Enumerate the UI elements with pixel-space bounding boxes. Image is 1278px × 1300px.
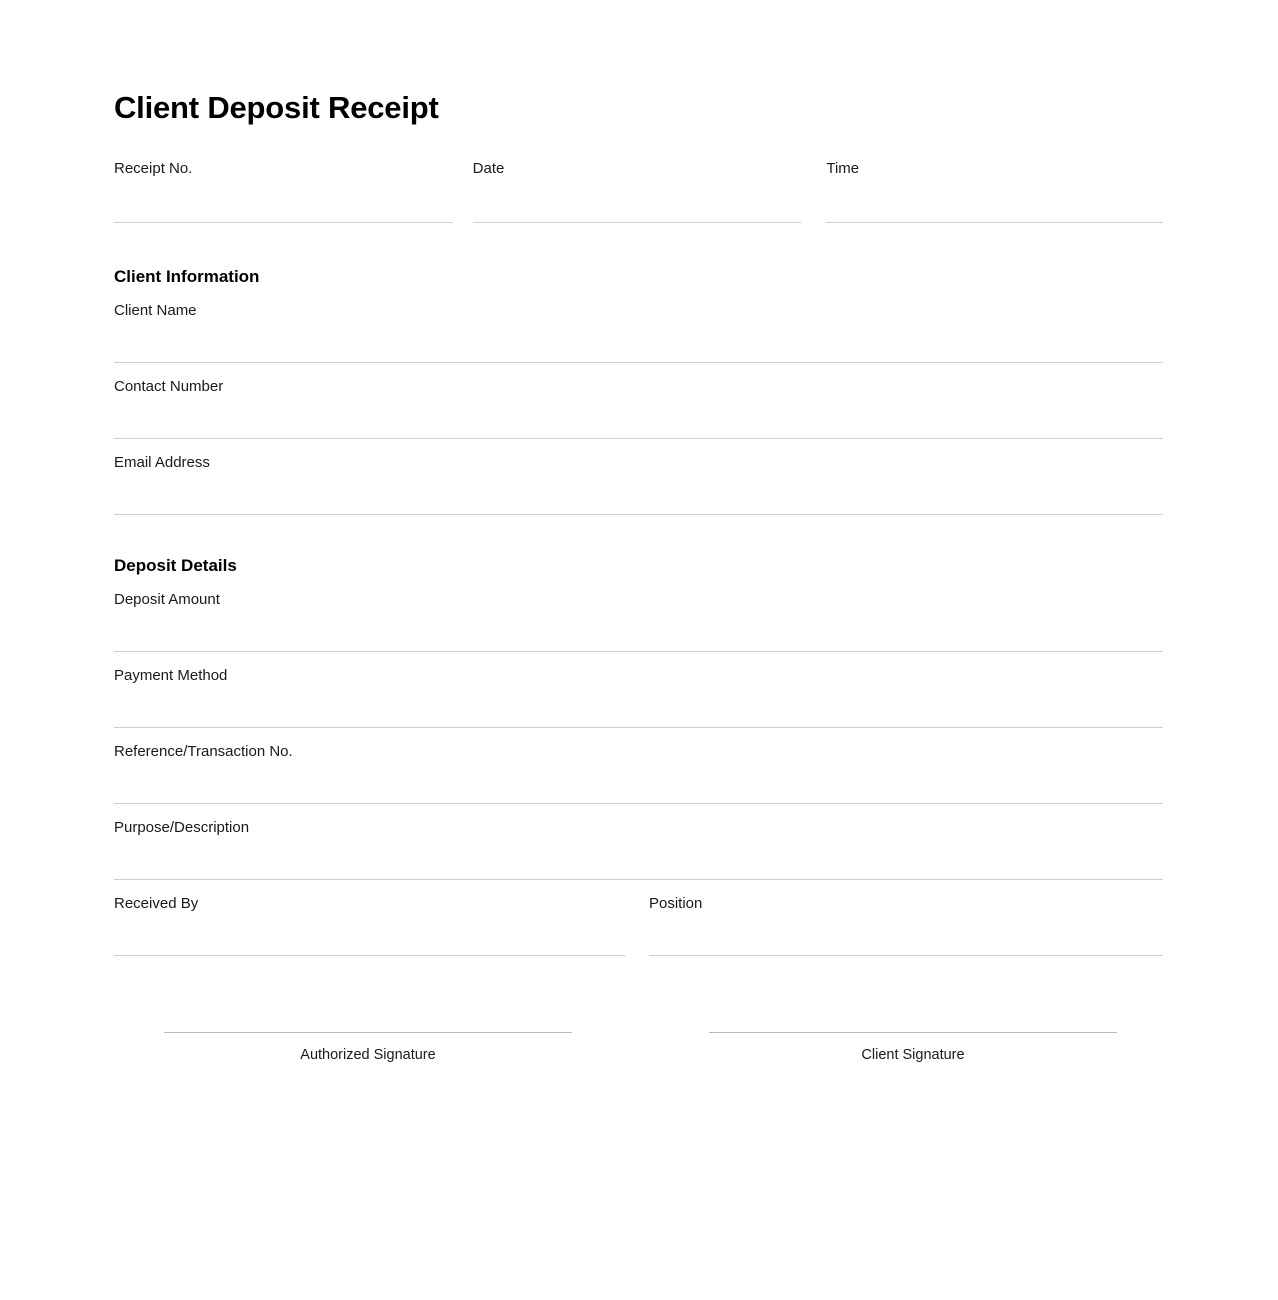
client-name-input[interactable] — [114, 320, 1163, 363]
deposit-amount-field — [114, 590, 1163, 652]
purpose-description-input[interactable] — [114, 837, 1163, 880]
client-signature-block — [709, 1032, 1117, 1064]
email-address-input[interactable] — [114, 472, 1163, 515]
contact-number-field — [114, 377, 1163, 439]
position-label: Position — [649, 895, 703, 912]
page-title: Client Deposit Receipt — [114, 90, 439, 125]
purpose-description-field — [114, 818, 1163, 880]
client-name-label: Client Name — [114, 302, 197, 319]
client-signature-line[interactable] — [709, 1032, 1117, 1033]
authorized-signature-line[interactable] — [164, 1032, 572, 1033]
deposit-amount-input[interactable] — [114, 609, 1163, 652]
deposit-amount-label: Deposit Amount — [114, 591, 220, 608]
client-name-field — [114, 301, 1163, 363]
email-address-field — [114, 453, 1163, 515]
authorized-signature-caption: Authorized Signature — [300, 1047, 436, 1063]
reference-transaction-no-input[interactable] — [114, 761, 1163, 804]
reference-transaction-no-field — [114, 742, 1163, 804]
authorized-signature-block — [164, 1032, 572, 1064]
purpose-description-label: Purpose/Description — [114, 819, 250, 836]
payment-method-label: Payment Method — [114, 667, 228, 684]
received-by-label: Received By — [114, 895, 199, 912]
time-input[interactable] — [826, 178, 1163, 223]
date-field — [473, 159, 802, 223]
position-field — [649, 894, 1163, 956]
reference-transaction-no-label: Reference/Transaction No. — [114, 743, 293, 760]
section-heading-deposit-details: Deposit Details — [114, 556, 237, 575]
client-signature-caption: Client Signature — [861, 1047, 965, 1063]
received-by-position-row — [114, 894, 1163, 956]
payment-method-field — [114, 666, 1163, 728]
receipt-no-input[interactable] — [114, 178, 453, 223]
email-address-label: Email Address — [114, 454, 210, 471]
date-label: Date — [472, 160, 505, 177]
receipt-meta-row — [114, 159, 1163, 223]
received-by-field — [114, 894, 626, 956]
position-input[interactable] — [649, 913, 1163, 956]
receipt-no-label: Receipt No. — [114, 160, 193, 177]
time-label: Time — [826, 160, 860, 177]
time-field — [826, 159, 1163, 223]
payment-method-input[interactable] — [114, 685, 1163, 728]
contact-number-label: Contact Number — [114, 378, 224, 395]
contact-number-input[interactable] — [114, 396, 1163, 439]
receipt-no-field — [114, 159, 453, 223]
date-input[interactable] — [473, 178, 802, 223]
section-heading-client-information: Client Information — [114, 267, 260, 286]
received-by-input[interactable] — [114, 913, 626, 956]
signature-row — [114, 1032, 1163, 1064]
